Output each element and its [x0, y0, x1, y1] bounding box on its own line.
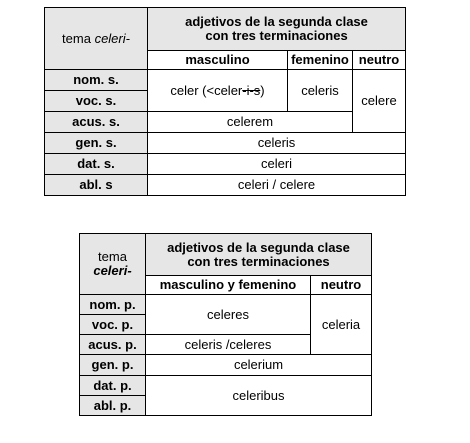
title-header: [146, 234, 372, 276]
row-label-abl: abl. s: [45, 175, 148, 196]
row-label-gen: gen. s.: [45, 133, 148, 154]
cell-abl: celeri / celere: [148, 175, 406, 196]
row-label-abl: abl. p.: [80, 396, 146, 416]
col-header-masculino: masculino: [148, 51, 288, 70]
tema-label: tema: [62, 30, 91, 46]
masc-nomvoc-suffix: ): [260, 82, 265, 98]
row-label-gen: gen. p.: [80, 355, 146, 376]
cell-fem-nomvoc: celeris: [288, 70, 353, 112]
tema-header: [45, 8, 148, 70]
cell-mf-nomvoc: celeres: [146, 295, 311, 335]
row-label-dat: dat. s.: [45, 154, 148, 175]
cell-dat: celeri: [148, 154, 406, 175]
declension-table-singular: [44, 7, 406, 196]
row-label-acus: acus. p.: [80, 335, 146, 355]
title-line-2: con tres terminaciones: [187, 253, 330, 269]
row-label-acus: acus. s.: [45, 112, 148, 133]
row-label-voc: voc. p.: [80, 315, 146, 335]
cell-neut-nomvocacus: celeria: [311, 295, 372, 355]
col-header-neutro: neutro: [311, 276, 372, 295]
cell-masc-nomvoc: [148, 70, 288, 112]
col-header-masc-fem: masculino y femenino: [146, 276, 311, 295]
row-label-dat: dat. p.: [80, 376, 146, 396]
row-label-nom: nom. s.: [45, 70, 148, 91]
row-label-nom: nom. p.: [80, 295, 146, 315]
title-line-1: adjetivos de la segunda clase: [185, 14, 368, 29]
col-header-femenino: femenino: [288, 51, 353, 70]
title-line-1: adjetivos de la segunda clase: [167, 239, 350, 255]
row-label-voc: voc. s.: [45, 91, 148, 112]
declension-table-plural: [79, 233, 372, 416]
title-header: [148, 8, 406, 51]
cell-databl: celeribus: [146, 376, 372, 416]
col-header-neutro: neutro: [353, 51, 406, 70]
title-line-2: con tres terminaciones: [205, 28, 348, 43]
cell-gen: celeris: [148, 133, 406, 154]
tema-stem: celeri-: [94, 30, 130, 46]
cell-acus-mf: celeris /celeres: [146, 335, 311, 355]
masc-nomvoc-prefix: celer (<celer: [170, 82, 243, 98]
tema-label: tema: [98, 249, 127, 264]
cell-acus-mf: celerem: [148, 112, 353, 133]
tema-stem: celeri-: [93, 263, 132, 278]
masc-nomvoc-struck: -i-s: [242, 82, 261, 98]
tema-header: [80, 234, 146, 295]
cell-gen: celerium: [146, 355, 372, 376]
cell-neut-nomvocacus: celere: [353, 70, 406, 133]
